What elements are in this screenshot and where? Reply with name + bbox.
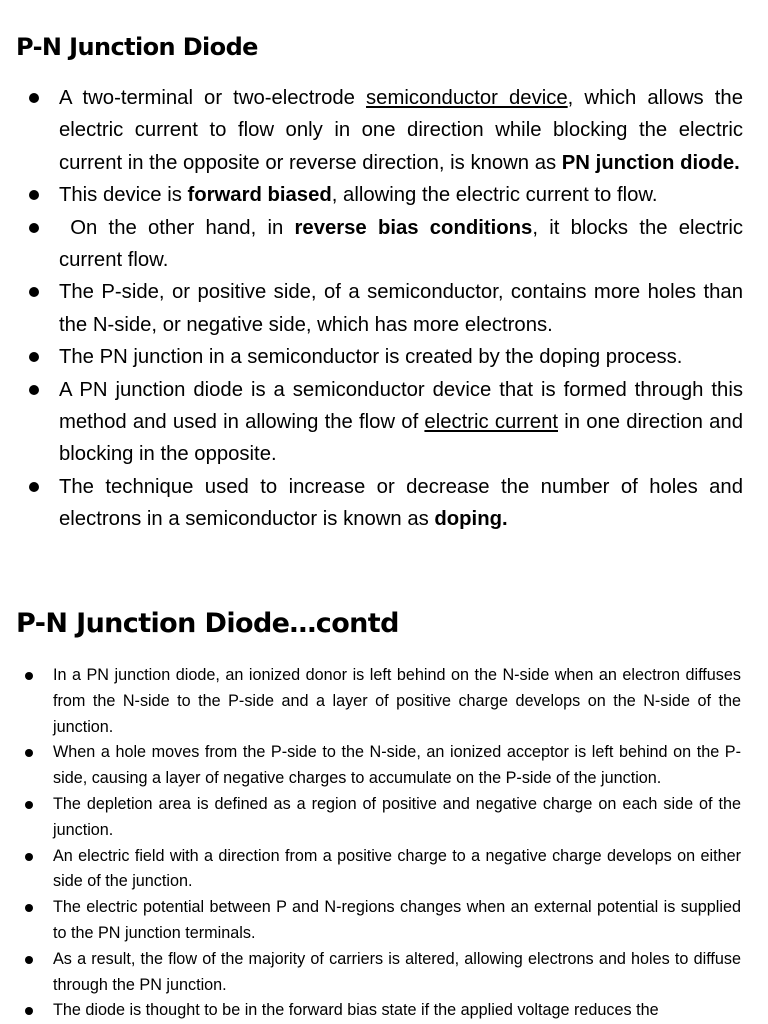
list-item — [59, 212, 749, 277]
bullet-list-contd — [53, 663, 741, 1024]
list-item-text: , allowing the electric current to flow. — [331, 184, 658, 207]
list-item — [53, 792, 741, 844]
bullet-icon — [25, 801, 33, 809]
list-item — [59, 471, 743, 536]
list-item-text: In a PN junction diode, an ionized donor is left behind on the N-side when an electron diffuses from the N-side to the P-side and a layer of positive charge develops on the N-side of the junction. — [53, 666, 741, 736]
bold-term: reverse bias conditions — [294, 216, 533, 239]
bullet-icon — [25, 672, 33, 680]
list-item-text: The PN junction in a semiconductor is created by the doping process. — [59, 346, 683, 369]
list-item-text: , it blocks the electric current flow. — [59, 216, 749, 272]
list-item — [59, 374, 743, 471]
list-item-text: A PN junction diode is a semiconductor device that is formed through this method and used in allowing the flow of — [59, 378, 743, 434]
electric-current-link[interactable]: electric current — [424, 411, 558, 434]
list-item-text: The diode is thought to be in the forward bias state if the applied voltage reduces the — [53, 1001, 659, 1020]
list-item — [53, 998, 741, 1024]
list-item — [59, 179, 743, 211]
bullet-icon — [25, 956, 33, 964]
bold-term: forward biased — [187, 184, 332, 207]
bold-term: doping. — [434, 508, 508, 531]
bullet-icon — [29, 223, 39, 233]
bullet-icon — [29, 385, 39, 395]
list-item — [59, 276, 743, 341]
list-item — [53, 663, 741, 740]
list-item — [53, 895, 741, 947]
list-item-text: The P-side, or positive side, of a semiconductor, contains more holes than the N-side, or negative side, which has more electrons. — [59, 281, 743, 336]
bold-term: PN junction diode. — [561, 151, 740, 174]
bullet-icon — [29, 287, 39, 297]
bullet-icon — [25, 904, 33, 912]
section-heading-pn-junction-diode-contd: P-N Junction Diode…contd — [16, 608, 399, 639]
list-item — [53, 947, 741, 999]
list-item-text: The technique used to increase or decrease the number of holes and electrons in a semiconductor is known as — [59, 475, 743, 531]
list-item-text: On the other hand, in — [59, 216, 295, 239]
list-item-text: The depletion area is defined as a region of positive and negative charge on each side of the junction. — [53, 794, 741, 839]
list-item — [59, 82, 743, 179]
semiconductor-device-link[interactable]: semiconductor device — [366, 87, 568, 109]
list-item — [53, 844, 741, 896]
list-item-text: The electric potential between P and N-regions changes when an external potential is supplied to the PN junction terminals. — [53, 898, 741, 942]
list-item-text: , which allows the electric current to flow only in one direction while blocking the electric current in the opposite or reverse direction, is known as — [59, 87, 743, 174]
bullet-list-intro — [59, 82, 749, 536]
list-item-text: A two-terminal or two-electrode — [59, 87, 367, 109]
list-item-text: An electric field with a direction from a positive charge to a negative charge develops on either side of the junction. — [53, 846, 741, 891]
bullet-icon — [25, 1007, 33, 1015]
bullet-icon — [25, 853, 33, 861]
section-heading-pn-junction-diode: P-N Junction Diode — [16, 33, 258, 61]
bullet-icon — [25, 749, 33, 757]
bullet-icon — [29, 190, 39, 200]
list-item-text: in one direction and blocking in the opposite. — [59, 411, 743, 466]
list-item-text: This device is — [59, 184, 188, 207]
bullet-icon — [29, 352, 39, 362]
list-item — [59, 341, 743, 373]
list-item — [53, 740, 741, 792]
bullet-icon — [29, 93, 39, 103]
list-item-text: As a result, the flow of the majority of carriers is altered, allowing electrons and holes to diffuse through the PN junction. — [53, 949, 741, 994]
list-item-text: When a hole moves from the P-side to the N-side, an ionized acceptor is left behind on the P-side, causing a layer of negative charges to accumulate on the P-side of the junction. — [53, 743, 741, 788]
bullet-icon — [29, 482, 39, 492]
